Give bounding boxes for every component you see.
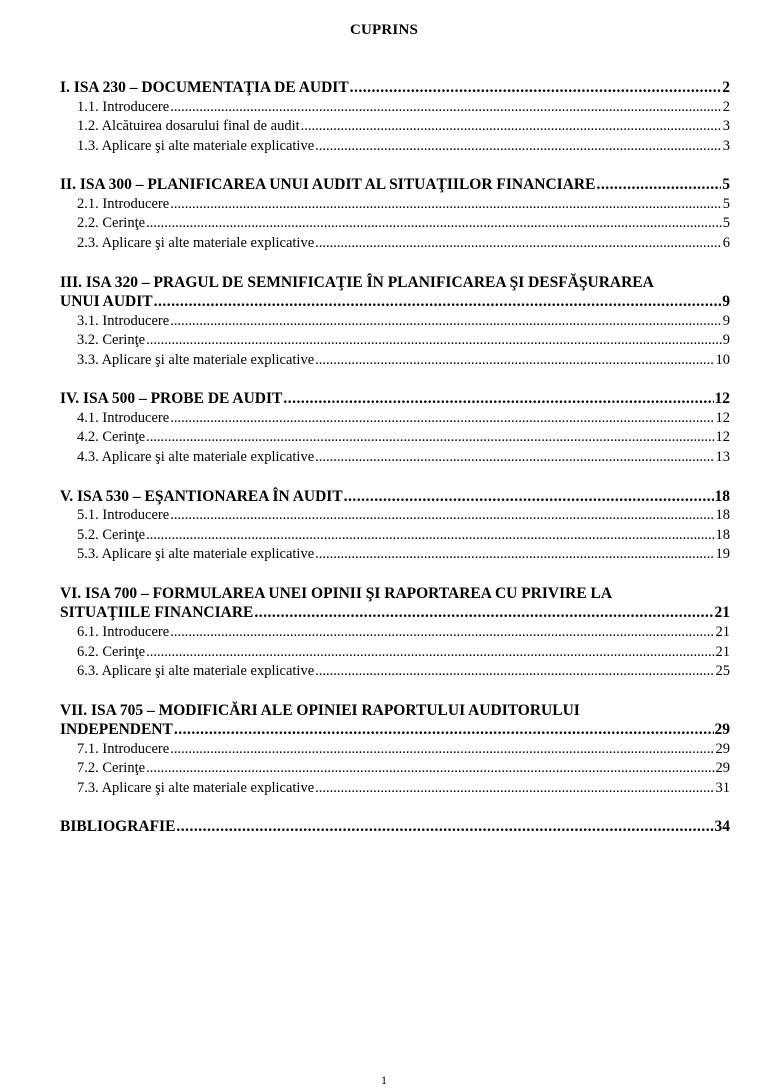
- toc-subsection-entry[interactable]: [60, 506, 730, 526]
- toc-subsection-title: 7.3. Aplicare şi alte materiale explicative: [77, 779, 315, 796]
- toc-subsection-page-number: 9: [722, 332, 730, 349]
- toc-subsection-title: 4.3. Aplicare şi alte materiale explicative: [77, 449, 315, 466]
- dot-leader: [170, 195, 722, 215]
- toc-chapter-title: I. ISA 230 – DOCUMENTAŢIA DE AUDIT: [60, 79, 349, 96]
- dot-leader: [283, 389, 713, 409]
- toc-subsection-title: 7.1. Introducere: [77, 740, 170, 757]
- dot-leader: [146, 214, 722, 234]
- toc-chapter-title: BIBLIOGRAFIE: [60, 818, 176, 836]
- toc-section: [60, 389, 730, 467]
- toc-subsection-page-number: 5: [722, 195, 730, 212]
- toc-section: [60, 817, 730, 837]
- toc-subsection-page-number: 5: [722, 215, 730, 232]
- toc-subsection-title: 5.2. Cerinţe: [77, 526, 146, 543]
- toc-subsection-page-number: 31: [715, 779, 730, 796]
- dot-leader: [146, 759, 714, 779]
- dot-leader: [315, 545, 714, 565]
- toc-subsection-title: 3.3. Aplicare şi alte materiale explicative: [77, 351, 315, 368]
- dot-leader: [170, 623, 714, 643]
- toc-chapter-page-number: 12: [714, 390, 730, 408]
- toc-subsection-entry[interactable]: [60, 137, 730, 157]
- toc-subsection-entry[interactable]: [60, 428, 730, 448]
- toc-subsection-page-number: 6: [722, 234, 730, 251]
- toc-subsection-title: 1.2. Alcătuirea dosarului final de audit: [77, 118, 300, 135]
- dot-leader: [315, 779, 714, 799]
- dot-leader: [596, 175, 721, 195]
- toc-subsection-entry[interactable]: [60, 214, 730, 234]
- toc-section: [60, 175, 730, 253]
- toc-subsection-title: 3.1. Introducere: [77, 312, 170, 329]
- dot-leader: [315, 234, 722, 254]
- toc-section: [60, 78, 730, 156]
- toc-subsection-title: 3.2. Cerinţe: [77, 332, 146, 349]
- dot-leader: [315, 137, 722, 157]
- toc-subsection-entry[interactable]: [60, 331, 730, 351]
- toc-chapter-entry[interactable]: [60, 487, 730, 507]
- toc-section: [60, 273, 730, 371]
- toc-subsection-page-number: 21: [715, 623, 730, 640]
- toc-chapter-page-number: 21: [714, 604, 730, 622]
- toc-subsection-entry[interactable]: [60, 351, 730, 371]
- toc-subsection-title: 5.3. Aplicare şi alte materiale explicative: [77, 546, 315, 563]
- dot-leader: [350, 78, 722, 98]
- toc-subsection-page-number: 2: [722, 98, 730, 115]
- toc-subsection-entry[interactable]: [60, 740, 730, 760]
- dot-leader: [315, 448, 714, 468]
- page-title: CUPRINS: [349, 22, 419, 38]
- page-number: 1: [381, 1073, 387, 1087]
- toc-subsection-entry[interactable]: [60, 98, 730, 118]
- toc-chapter-page-number: 18: [714, 487, 730, 505]
- toc-subsection-entry[interactable]: [60, 759, 730, 779]
- toc-chapter-page-number: 5: [722, 176, 730, 194]
- toc-chapter-entry[interactable]: [60, 817, 730, 837]
- toc-subsection-page-number: 12: [715, 429, 730, 446]
- toc-chapter-entry[interactable]: [60, 78, 730, 98]
- toc-chapter-entry[interactable]: [60, 389, 730, 409]
- toc-subsection-entry[interactable]: [60, 662, 730, 682]
- toc-subsection-entry[interactable]: [60, 779, 730, 799]
- toc-section: [60, 584, 730, 682]
- toc-subsection-title: 1.3. Aplicare şi alte materiale explicative: [77, 137, 315, 154]
- toc-subsection-entry[interactable]: [60, 526, 730, 546]
- toc-subsection-page-number: 12: [715, 409, 730, 426]
- toc-chapter-title: SITUAŢIILE FINANCIARE: [60, 604, 254, 622]
- toc-subsection-entry[interactable]: [60, 117, 730, 137]
- toc-subsection-title: 6.3. Aplicare şi alte materiale explicative: [77, 663, 315, 680]
- dot-leader: [344, 487, 714, 507]
- toc-subsection-title: 4.1. Introducere: [77, 409, 170, 426]
- dot-leader: [146, 526, 714, 546]
- toc-subsection-title: 4.2. Cerinţe: [77, 429, 146, 446]
- toc-chapter-page-number: 34: [714, 818, 730, 836]
- dot-leader: [315, 662, 714, 682]
- toc-subsection-title: 2.1. Introducere: [77, 195, 170, 212]
- toc-chapter-page-number: 29: [714, 721, 730, 739]
- toc-chapter-title: UNUI AUDIT: [60, 293, 153, 311]
- dot-leader: [170, 740, 714, 760]
- toc-subsection-entry[interactable]: [60, 312, 730, 332]
- toc-subsection-page-number: 29: [715, 740, 730, 757]
- dot-leader: [254, 603, 713, 623]
- toc-subsection-title: 2.2. Cerinţe: [77, 215, 146, 232]
- toc-chapter-title: INDEPENDENT: [60, 721, 173, 739]
- dot-leader: [174, 720, 714, 740]
- toc-subsection-entry[interactable]: [60, 195, 730, 215]
- toc-subsection-entry[interactable]: [60, 234, 730, 254]
- toc-subsection-title: 7.2. Cerinţe: [77, 760, 146, 777]
- toc-subsection-entry[interactable]: [60, 623, 730, 643]
- toc-subsection-page-number: 3: [722, 118, 730, 135]
- dot-leader: [176, 817, 713, 837]
- toc-subsection-page-number: 19: [715, 546, 730, 563]
- toc-chapter-entry[interactable]: [60, 603, 730, 623]
- toc-subsection-page-number: 29: [715, 760, 730, 777]
- dot-leader: [301, 117, 722, 137]
- toc-chapter-entry[interactable]: [60, 720, 730, 740]
- toc-subsection-page-number: 3: [722, 137, 730, 154]
- toc-chapter-title-line[interactable]: VII. ISA 705 – MODIFICĂRI ALE OPINIEI RAPORTULUI AUDITORULUI: [60, 701, 580, 719]
- dot-leader: [170, 506, 714, 526]
- table-of-contents: [60, 78, 730, 837]
- toc-subsection-title: 6.1. Introducere: [77, 623, 170, 640]
- toc-subsection-page-number: 18: [715, 526, 730, 543]
- dot-leader: [170, 409, 714, 429]
- toc-chapter-title: IV. ISA 500 – PROBE DE AUDIT: [60, 390, 283, 408]
- dot-leader: [154, 292, 722, 312]
- dot-leader: [146, 331, 722, 351]
- toc-subsection-entry[interactable]: [60, 545, 730, 565]
- toc-subsection-page-number: 25: [715, 663, 730, 680]
- dot-leader: [170, 98, 722, 118]
- toc-subsection-title: 5.1. Introducere: [77, 507, 170, 524]
- dot-leader: [146, 643, 714, 663]
- toc-subsection-page-number: 13: [715, 449, 730, 466]
- toc-subsection-page-number: 9: [722, 312, 730, 329]
- toc-subsection-title: 6.2. Cerinţe: [77, 643, 146, 660]
- toc-subsection-entry[interactable]: [60, 643, 730, 663]
- toc-chapter-title-line[interactable]: III. ISA 320 – PRAGUL DE SEMNIFICAŢIE ÎN PLANIFICAREA ŞI DESFĂŞURAREA: [60, 273, 654, 291]
- toc-subsection-entry[interactable]: [60, 409, 730, 429]
- toc-chapter-title: II. ISA 300 – PLANIFICAREA UNUI AUDIT AL SITUAŢIILOR FINANCIARE: [60, 176, 596, 194]
- toc-chapter-page-number: 9: [722, 293, 730, 311]
- dot-leader: [170, 312, 722, 332]
- toc-subsection-page-number: 21: [715, 643, 730, 660]
- toc-subsection-page-number: 10: [715, 351, 730, 368]
- toc-chapter-entry[interactable]: [60, 175, 730, 195]
- toc-subsection-entry[interactable]: [60, 448, 730, 468]
- toc-subsection-title: 1.1. Introducere: [77, 98, 170, 115]
- toc-subsection-title: 2.3. Aplicare şi alte materiale explicative: [77, 234, 315, 251]
- dot-leader: [146, 428, 714, 448]
- toc-section: [60, 701, 730, 799]
- toc-subsection-page-number: 18: [715, 507, 730, 524]
- toc-section: [60, 487, 730, 565]
- toc-chapter-page-number: 2: [722, 79, 730, 96]
- toc-chapter-entry[interactable]: [60, 292, 730, 312]
- toc-chapter-title: V. ISA 530 – EŞANTIONAREA ÎN AUDIT: [60, 487, 343, 505]
- dot-leader: [315, 351, 714, 371]
- toc-chapter-title-line[interactable]: VI. ISA 700 – FORMULAREA UNEI OPINII ŞI RAPORTAREA CU PRIVIRE LA: [60, 584, 613, 602]
